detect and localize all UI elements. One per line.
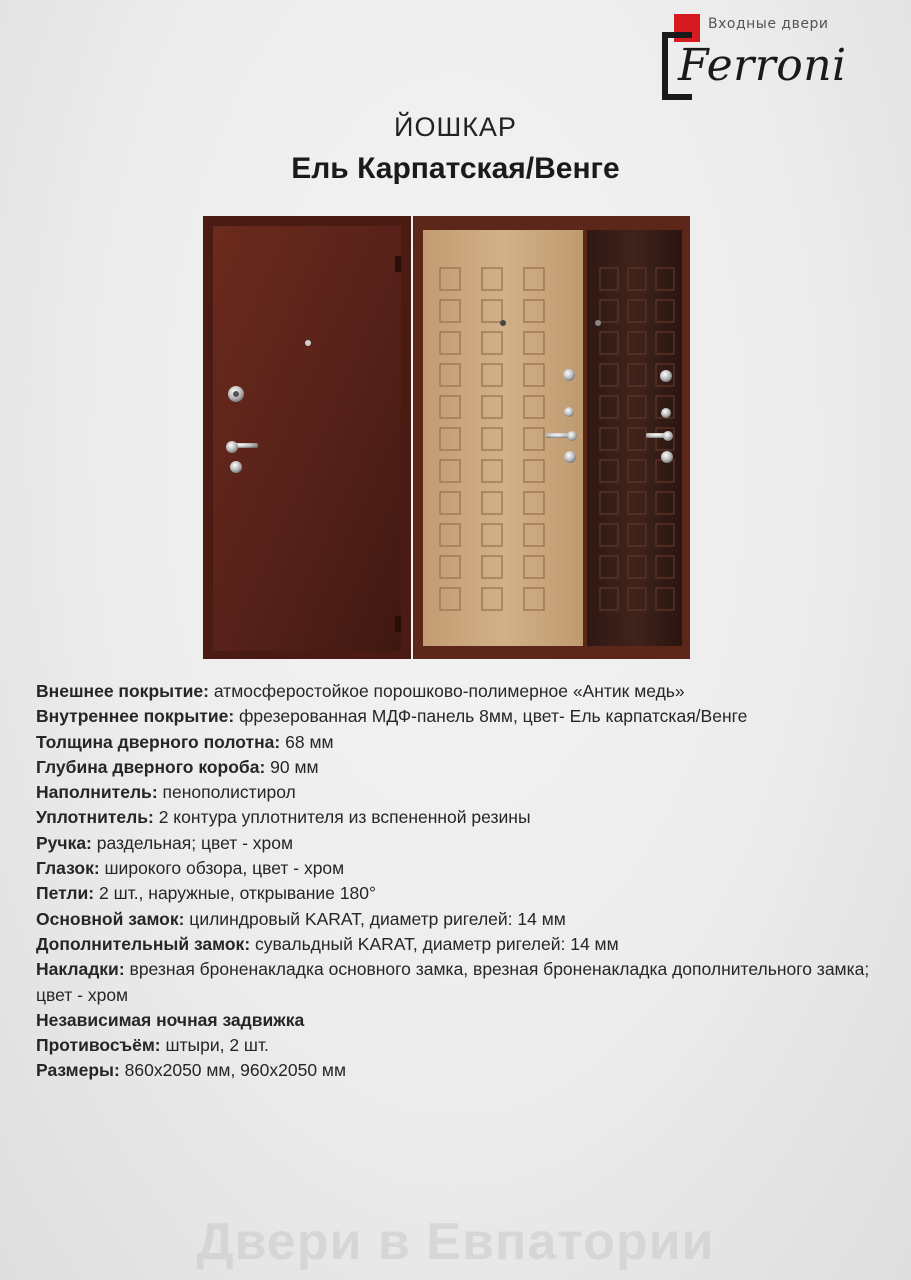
spec-label: Внутреннее покрытие: [36,706,235,727]
peephole-icon [305,340,311,346]
spec-main-lock [36,907,896,932]
spec-anti-removal [36,1033,896,1058]
spec-pads [36,957,896,1008]
spec-sizes [36,1058,896,1083]
spec-label: Противосъём: [36,1035,161,1056]
spec-night-latch [36,1008,896,1033]
spec-value: раздельная; цвет - хром [91,832,294,853]
spec-leaf-thickness [36,730,896,755]
spec-value: пенополистирол [157,782,296,803]
spec-value: сувальдный KARAT, диаметр ригелей: 14 мм [250,933,619,954]
spec-list [36,679,896,1084]
spec-label: Наполнитель: [36,782,158,803]
product-title: ЙОШКАР [394,112,517,142]
spec-label: Независимая ночная задвижка [36,1009,305,1030]
spec-value: 2 шт., наружные, открывание 180° [94,883,376,904]
spec-exterior-coating [36,679,896,704]
spec-label: Основной замок: [36,908,185,929]
lock-cylinder-icon [230,461,242,473]
spec-value: врезная броненакладка основного замка, врезная броненакладка дополнительного замка; цвет - хром [36,959,870,1005]
product-subtitle: Ель Карпатская/Венге [291,152,620,185]
interior-door-wenge [587,230,682,646]
spec-frame-depth [36,755,896,780]
spec-interior-coating [36,704,896,729]
spec-label: Размеры: [36,1060,120,1081]
spec-value: 68 мм [280,731,334,752]
spec-value: атмосферостойкое порошково-полимерное «Антик медь» [208,681,685,701]
spec-label: Уплотнитель: [36,807,154,828]
spec-value: широкого обзора, цвет - хром [99,858,345,879]
spec-label: Дополнительный замок: [36,933,251,954]
spec-label: Ручка: [36,832,92,853]
spec-label: Глазок: [36,858,100,879]
spec-label: Накладки: [36,959,125,980]
brand-logo [658,14,888,104]
spec-label: Толщина дверного полотна: [36,731,281,752]
spec-seal [36,805,896,830]
spec-handle [36,831,896,856]
spec-value: штыри, 2 шт. [160,1035,269,1056]
spec-peephole [36,856,896,881]
brand-name: Ferroni [678,40,847,91]
spec-extra-lock [36,932,896,957]
spec-filler [36,780,896,805]
brand-tagline: Входные двери [708,16,829,32]
spec-value: 2 контура уплотнителя из вспененной резины [153,807,531,828]
spec-value: цилиндровый KARAT, диаметр ригелей: 14 мм [184,908,566,929]
spec-label: Петли: [36,883,95,904]
exterior-door [203,216,411,659]
spec-value: 860х2050 мм, 960х2050 мм [119,1060,346,1081]
spec-value: фрезерованная МДФ-панель 8мм, цвет- Ель карпатская/Венге [234,706,748,727]
spec-label: Глубина дверного короба: [36,756,266,777]
door-illustration [200,216,690,661]
spec-value: 90 мм [265,756,319,777]
watermark: Двери в Евпатории [196,1213,715,1271]
spec-label: Внешнее покрытие: [36,681,209,701]
spec-hinges [36,881,896,906]
